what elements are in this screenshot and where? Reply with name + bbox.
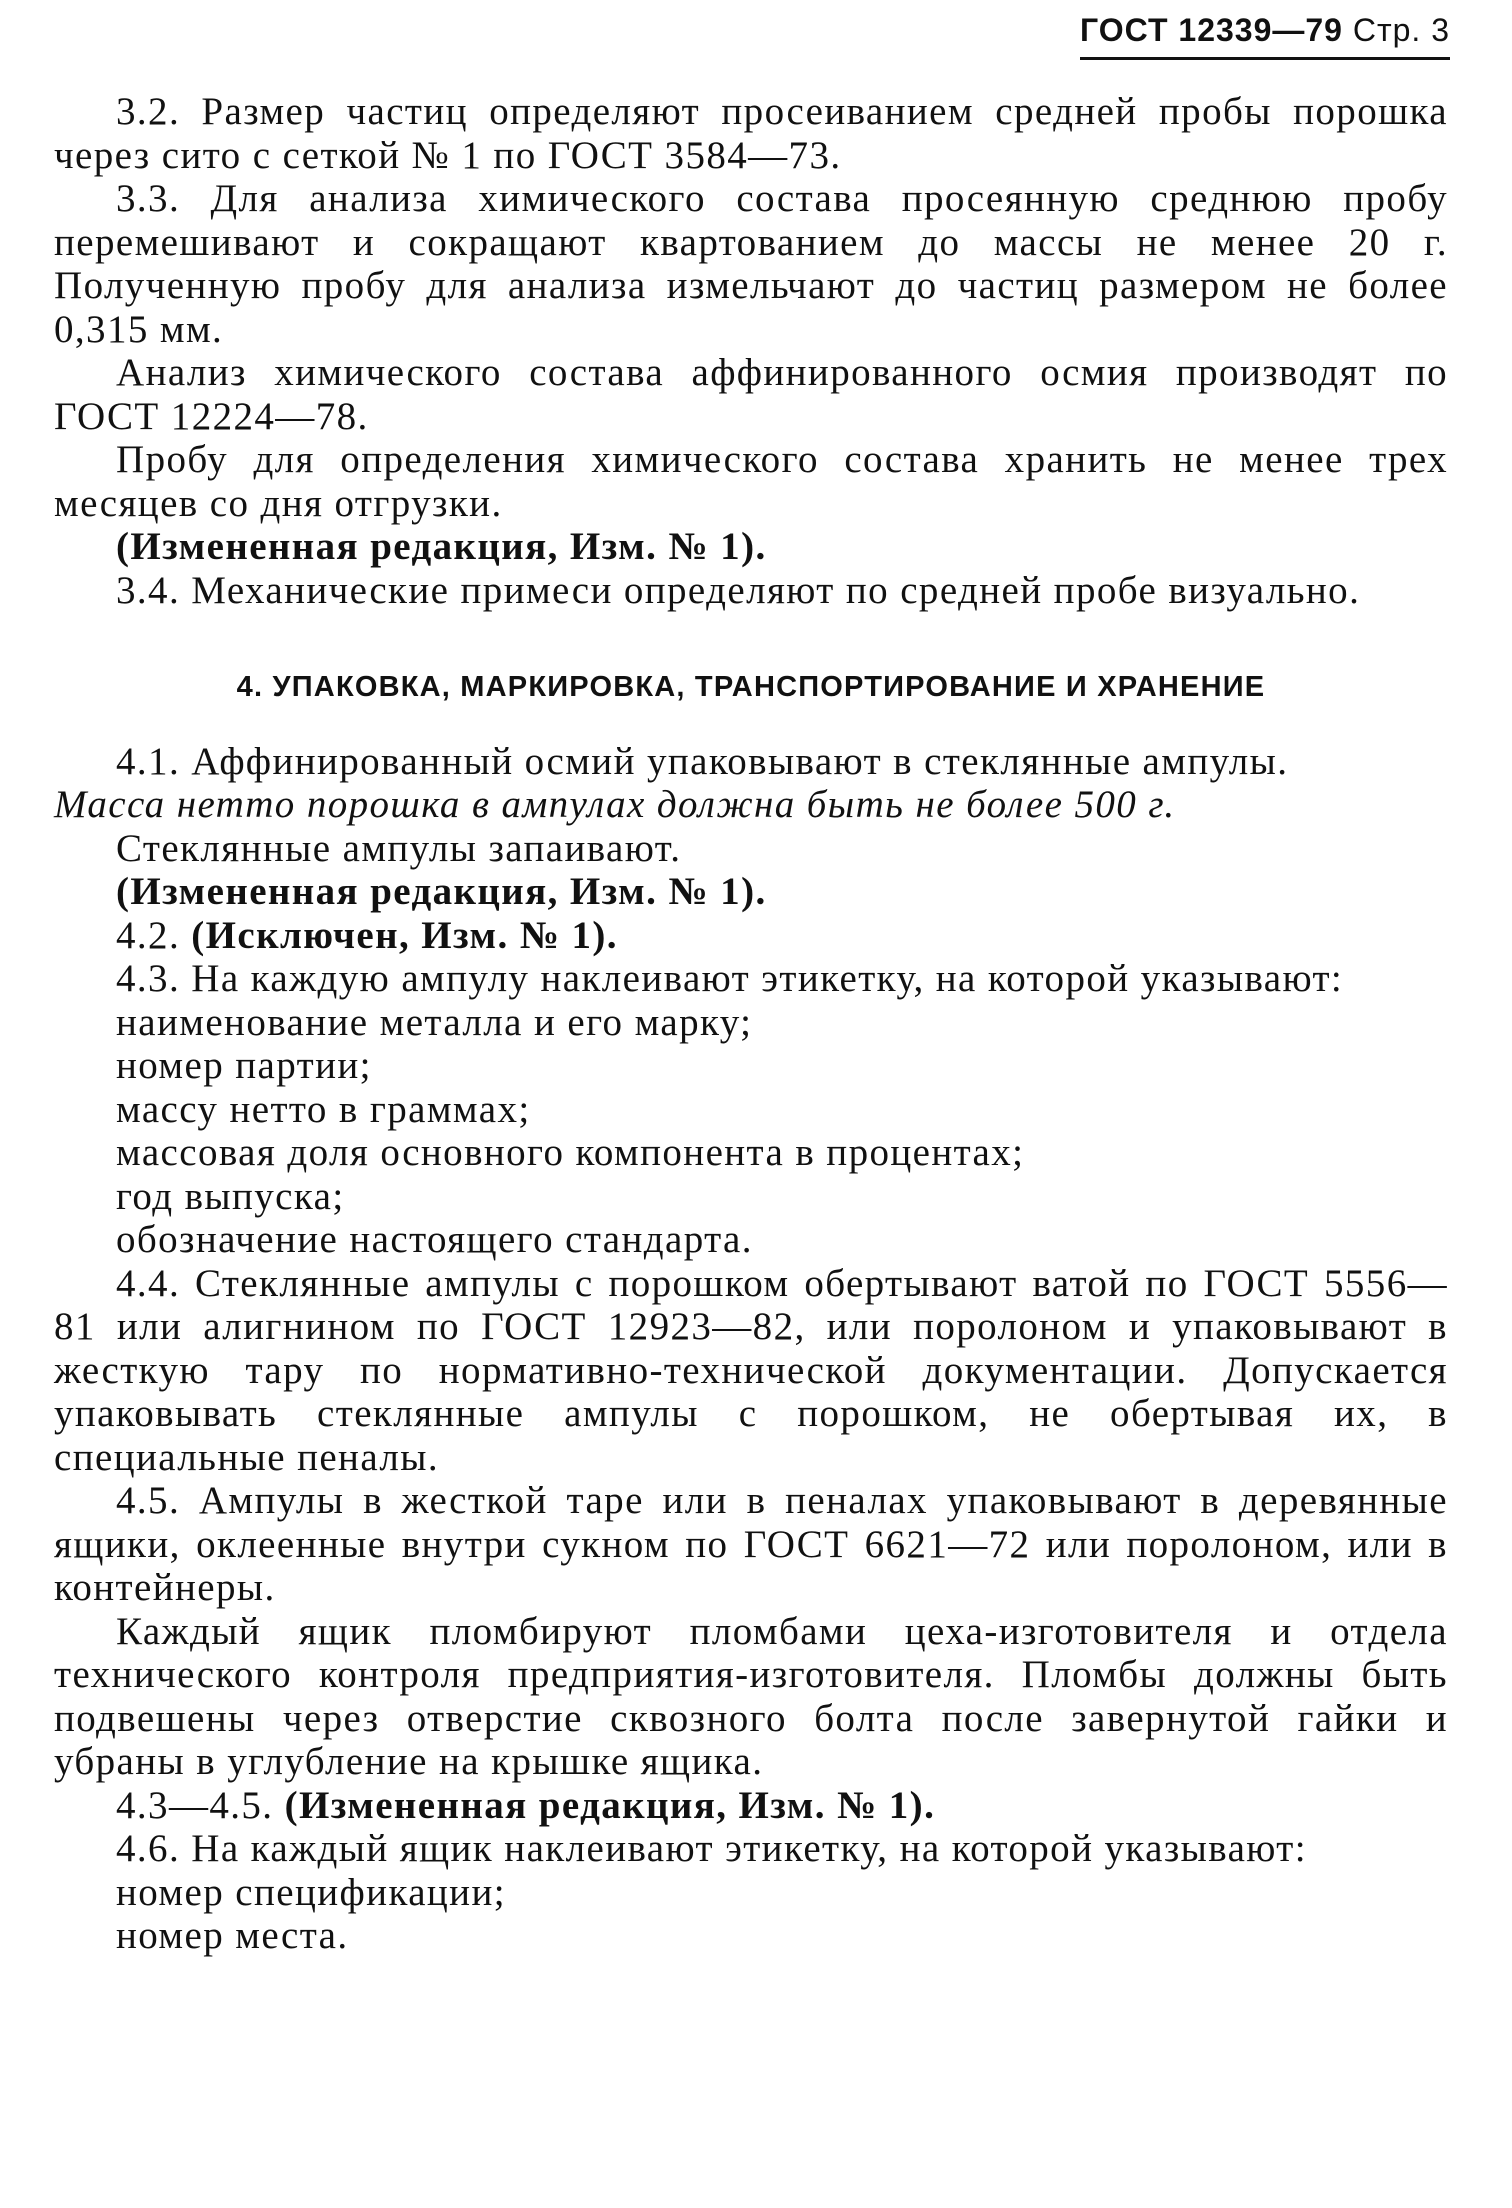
clause-4-5-sealing: Каждый ящик пломбируют пломбами цеха-изготовителя и отдела технического контроля предприятия-изготовителя. Пломбы должны быть подвешены через отверстие сквозного болта после завернутой гайки и убраны в углубление на крышке ящика. bbox=[54, 1609, 1448, 1783]
clause-4-1-mass bbox=[54, 783, 1448, 827]
clause-3-2: 3.2. Размер частиц определяют просеиванием средней пробы порошка через сито с сеткой № 1 по ГОСТ 3584—73. bbox=[54, 90, 1448, 177]
clause-4-2-number: 4.2. bbox=[116, 913, 181, 957]
clause-3-3: 3.3. Для анализа химического состава просеянную среднюю пробу перемешивают и сокращают квартованием до массы не менее 20 г. Полученную пробу для анализа измельчают до частиц размером не более 0,315 мм. bbox=[54, 177, 1448, 351]
label-item: год выпуска; bbox=[116, 1174, 345, 1218]
amendment-text: (Измененная редакция, Изм. № 1). bbox=[116, 525, 767, 568]
amendment-note bbox=[54, 870, 1448, 914]
label-item: массовая доля основного компонента в процентах; bbox=[116, 1131, 1025, 1174]
section-4-heading: 4. УПАКОВКА, МАРКИРОВКА, ТРАНСПОРТИРОВАНИЕ И ХРАНЕНИЕ bbox=[236, 671, 1266, 703]
document-body bbox=[54, 90, 1448, 1958]
standard-number: ГОСТ 12339—79 bbox=[1080, 12, 1343, 48]
clause-4-1-seal: Стеклянные ампулы запаивают. bbox=[116, 826, 682, 870]
clause-4-6: 4.6. На каждый ящик наклеивают этикетку, на которой указывают: bbox=[116, 1827, 1307, 1870]
label-item: номер партии; bbox=[116, 1044, 372, 1087]
amendment-text: (Измененная редакция, Изм. № 1). bbox=[116, 870, 767, 913]
clause-4-2-text: (Исключен, Изм. № 1). bbox=[191, 913, 618, 957]
clause-range-number: 4.3—4.5. bbox=[116, 1783, 274, 1827]
label-item: массу нетто в граммах; bbox=[116, 1087, 531, 1131]
label-item: обозначение настоящего стандарта. bbox=[116, 1218, 753, 1261]
clause-3-3-analysis: Анализ химического состава аффинированного осмия производят по ГОСТ 12224—78. bbox=[54, 351, 1448, 438]
clause-4-1: 4.1. Аффинированный осмий упаковывают в стеклянные ампулы. bbox=[116, 739, 1289, 783]
clause-3-3-storage: Пробу для определения химического состава хранить не менее трех месяцев со дня отгрузки. bbox=[54, 438, 1448, 525]
clause-4-2 bbox=[54, 914, 1448, 958]
clause-4-5: 4.5. Ампулы в жесткой таре или в пеналах упаковывают в деревянные ящики, оклеенные внутри сукном по ГОСТ 6621—72 или поролоном, или в контейнеры. bbox=[54, 1479, 1448, 1609]
amendment-note bbox=[54, 525, 1448, 569]
amendment-text: (Измененная редакция, Изм. № 1). bbox=[284, 1783, 936, 1827]
clause-3-4: 3.4. Механические примеси определяют по средней пробе визуально. bbox=[116, 568, 1361, 612]
clause-4-3-4-5-amendment bbox=[54, 1784, 1448, 1828]
clause-4-4: 4.4. Стеклянные ампулы с порошком обертывают ватой по ГОСТ 5556—81 или алигнином по ГОСТ 12923—82, или поролоном и упаковывают в жесткую тару по нормативно-технической документации. Допускается упаковывать стеклянные ампулы с порошком, не обертывая их, в специальные пеналы. bbox=[54, 1261, 1448, 1479]
box-label-item: номер места. bbox=[116, 1914, 349, 1957]
clause-4-1-mass-text: Масса нетто порошка в ампулах должна быть не более 500 г. bbox=[54, 783, 1176, 826]
box-label-item: номер спецификации; bbox=[116, 1870, 506, 1914]
page-header bbox=[1080, 12, 1450, 60]
page-number: Стр. 3 bbox=[1352, 12, 1450, 48]
label-item: наименование металла и его марку; bbox=[116, 1000, 753, 1044]
clause-4-3: 4.3. На каждую ампулу наклеивают этикетку, на которой указывают: bbox=[116, 957, 1344, 1000]
